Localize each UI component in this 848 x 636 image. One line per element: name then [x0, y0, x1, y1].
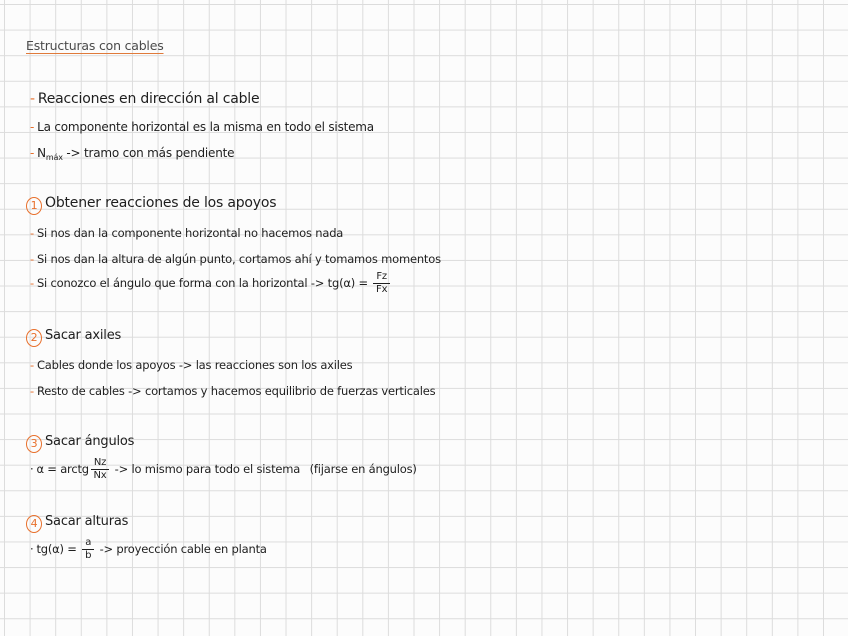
- intro-line-2: [30, 121, 374, 133]
- intro-line-1: [30, 92, 259, 106]
- section-2-title: Sacar axiles: [45, 328, 122, 343]
- bullet-dash: -: [30, 91, 35, 107]
- fraction-numerator: Nz: [91, 458, 109, 470]
- item-text: Cables donde los apoyos -> las reacciones son los axiles: [36, 358, 353, 372]
- section-number-badge: 1: [26, 197, 42, 215]
- section-4-title: Sacar alturas: [45, 514, 129, 529]
- fraction-fz-fx: [373, 272, 390, 295]
- fraction-denominator: b: [85, 550, 92, 561]
- intro-text-2: La componente horizontal es la misma en todo el sistema: [37, 120, 374, 134]
- fraction-denominator: Nx: [93, 470, 107, 481]
- item-text: Si conozco el ángulo que forma con la horizontal -> tg(α) =: [36, 276, 372, 290]
- bullet-dot: ·: [30, 462, 34, 476]
- fraction-denominator: Fx: [376, 284, 388, 295]
- fraction-a-b: [82, 538, 94, 561]
- section-2-item-1: [30, 360, 352, 372]
- intro-text-3: -> tramo con más pendiente: [62, 146, 235, 160]
- bullet-dash: -: [30, 252, 34, 266]
- section-4-heading: [26, 515, 128, 533]
- bullet-dot: ·: [30, 542, 34, 556]
- section-2-item-2: [30, 386, 435, 398]
- item-text: Si nos dan la altura de algún punto, cortamos ahí y tomamos momentos: [36, 252, 441, 266]
- section-4-formula: [30, 538, 267, 561]
- section-number-badge: 4: [26, 515, 42, 533]
- item-text: Resto de cables -> cortamos y hacemos equilibrio de fuerzas verticales: [36, 384, 436, 398]
- fraction-numerator: Fz: [373, 272, 390, 284]
- section-1-item-2: [30, 254, 441, 266]
- section-1-title: Obtener reacciones de los apoyos: [45, 195, 277, 211]
- formula-prefix: α = arctg: [36, 462, 89, 476]
- bullet-dash: -: [30, 146, 35, 160]
- section-1-item-3: [30, 272, 392, 295]
- fraction-numerator: a: [82, 538, 94, 550]
- section-3-title: Sacar ángulos: [45, 434, 135, 449]
- section-1-item-1: [30, 228, 343, 240]
- section-number-badge: 3: [26, 435, 42, 453]
- section-2-heading: [26, 329, 121, 347]
- intro-text-1: Reacciones en dirección al cable: [37, 91, 260, 107]
- bullet-dash: -: [30, 276, 34, 290]
- bullet-dash: -: [30, 226, 34, 240]
- formula-note: (fijarse en ángulos): [309, 462, 417, 476]
- bullet-dash: -: [30, 358, 34, 372]
- item-text: Si nos dan la componente horizontal no hacemos nada: [36, 226, 344, 240]
- bullet-dash: -: [30, 384, 34, 398]
- section-3-formula: [30, 458, 417, 481]
- intro-line-3: [30, 147, 234, 162]
- fraction-nz-nx: [91, 458, 109, 481]
- nmax-symbol: N: [37, 146, 46, 160]
- formula-suffix: -> proyección cable en planta: [96, 542, 267, 556]
- formula-suffix: -> lo mismo para todo el sistema: [111, 462, 301, 476]
- nmax-subscript: máx: [45, 153, 63, 162]
- section-1-heading: [26, 196, 276, 215]
- page-title: Estructuras con cables: [26, 38, 164, 53]
- bullet-dash: -: [30, 120, 35, 134]
- formula-prefix: tg(α) =: [36, 542, 81, 556]
- section-3-heading: [26, 435, 134, 453]
- section-number-badge: 2: [26, 329, 42, 347]
